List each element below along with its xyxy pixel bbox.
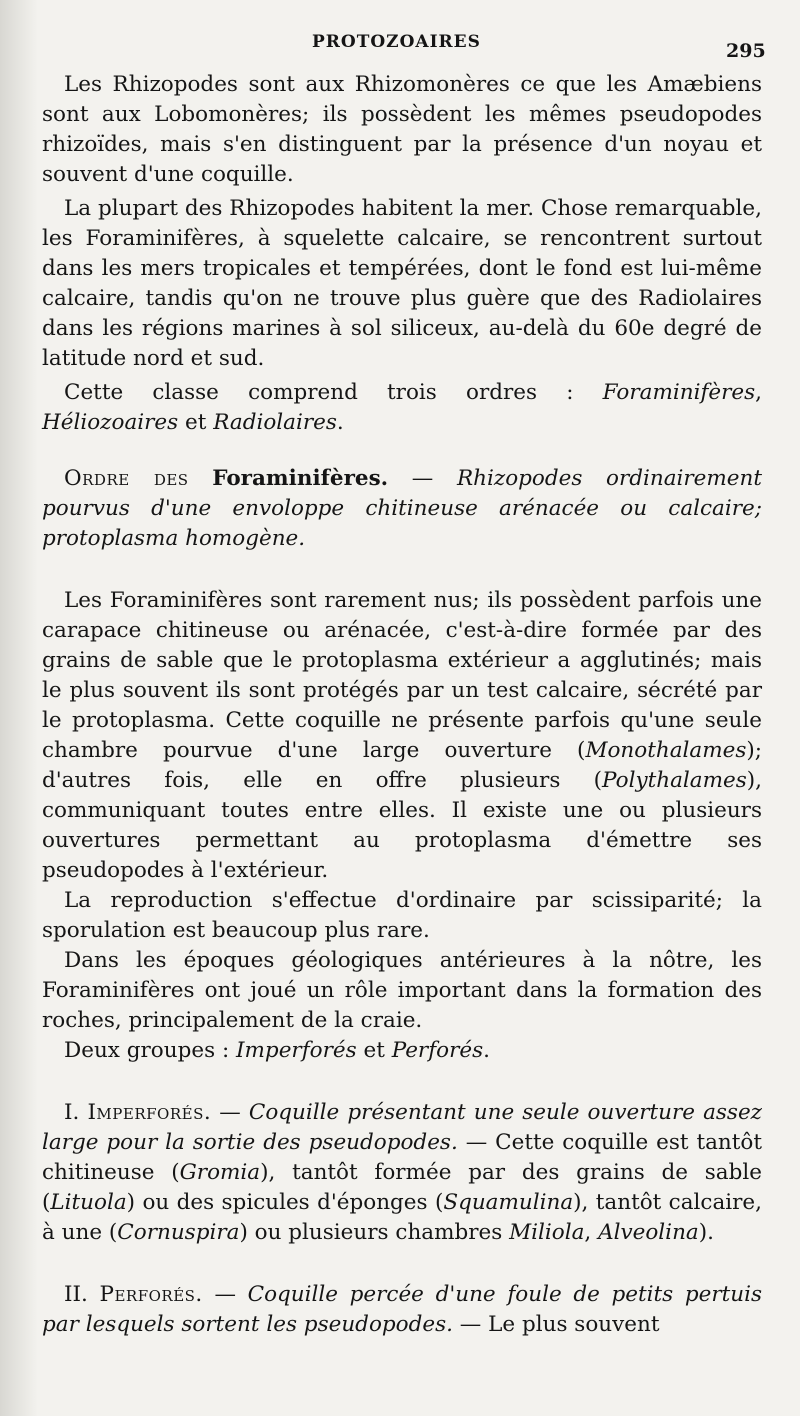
paragraph-rhizopodes-intro: Les Rhizopodes sont aux Rhizomonères ce que les Amæbiens sont aux Lobomonères; ils possèdent les mêmes pseudopodes rhizoïdes, mais s'en distinguent par la présence d'un noyau et souvent d'une coquille.	[42, 72, 762, 187]
paragraph-geology: Dans les époques géologiques antérieures à la nôtre, les Foraminifères ont joué un rôle important dans la formation des roches, principalement de la craie.	[42, 948, 762, 1033]
page-gutter-shadow	[0, 0, 38, 1416]
page-header	[0, 30, 800, 60]
section-perfores: II. Perforés. — Coquille percée d'une foule de petits pertuis par lesquels sortent les pseudopodes. — Le plus souvent	[42, 1282, 762, 1337]
section-imperfores: I. Imperforés. — Coquille présentant une seule ouverture assez large pour la sortie des pseudopodes. — Cette coquille est tantôt chitineuse (Gromia), tantôt formée par des grains de sable (Lituola) ou des spicules d'éponges (Squamulina), tantôt calcaire, à une (Cornuspira) ou plusieurs chambres Miliola, Alveolina).	[42, 1100, 763, 1245]
paragraph-foram-shell: Les Foraminifères sont rarement nus; ils possèdent parfois une carapace chitineuse ou arénacée, c'est-à-dire formée par des grains de sable que le protoplasma extérieur a agglutinés; mais le plus souvent ils sont protégés par un test calcaire, sécrété par le protoplasma. Cette coquille ne présente parfois qu'une seule chambre pourvue d'une large ouverture (Monothalames); d'autres fois, elle en offre plusieurs (Polythalames), communiquant toutes entre elles. Il existe une ou plusieurs ouvertures permettant au protoplasma d'émettre ses pseudopodes à l'extérieur.	[42, 588, 762, 883]
page-number: 295	[726, 40, 766, 62]
paragraph-orders: Cette classe comprend trois ordres : Foraminifères, Héliozoaires et Radiolaires.	[42, 380, 762, 435]
paragraph-reproduction: La reproduction s'effectue d'ordinaire par scissiparité; la sporulation est beaucoup plus rare.	[42, 888, 762, 943]
page-body	[42, 70, 762, 1340]
running-title: PROTOZOAIRES	[312, 32, 481, 52]
paragraph-groups: Deux groupes : Imperforés et Perforés.	[64, 1038, 490, 1063]
paragraph-habitat: La plupart des Rhizopodes habitent la mer. Chose remarquable, les Foraminifères, à squelette calcaire, se rencontrent surtout dans les mers tropicales et tempérées, dont le fond est lui-même calcaire, tandis qu'on ne trouve plus guère que des Radiolaires dans les régions marines à sol siliceux, au-delà du 60e degré de latitude nord et sud.	[42, 196, 762, 371]
order-foraminiferes-heading: Ordre des Foraminifères. — Rhizopodes ordinairement pourvus d'une envoloppe chitineuse arénacée ou calcaire; protoplasma homogène.	[42, 466, 763, 551]
